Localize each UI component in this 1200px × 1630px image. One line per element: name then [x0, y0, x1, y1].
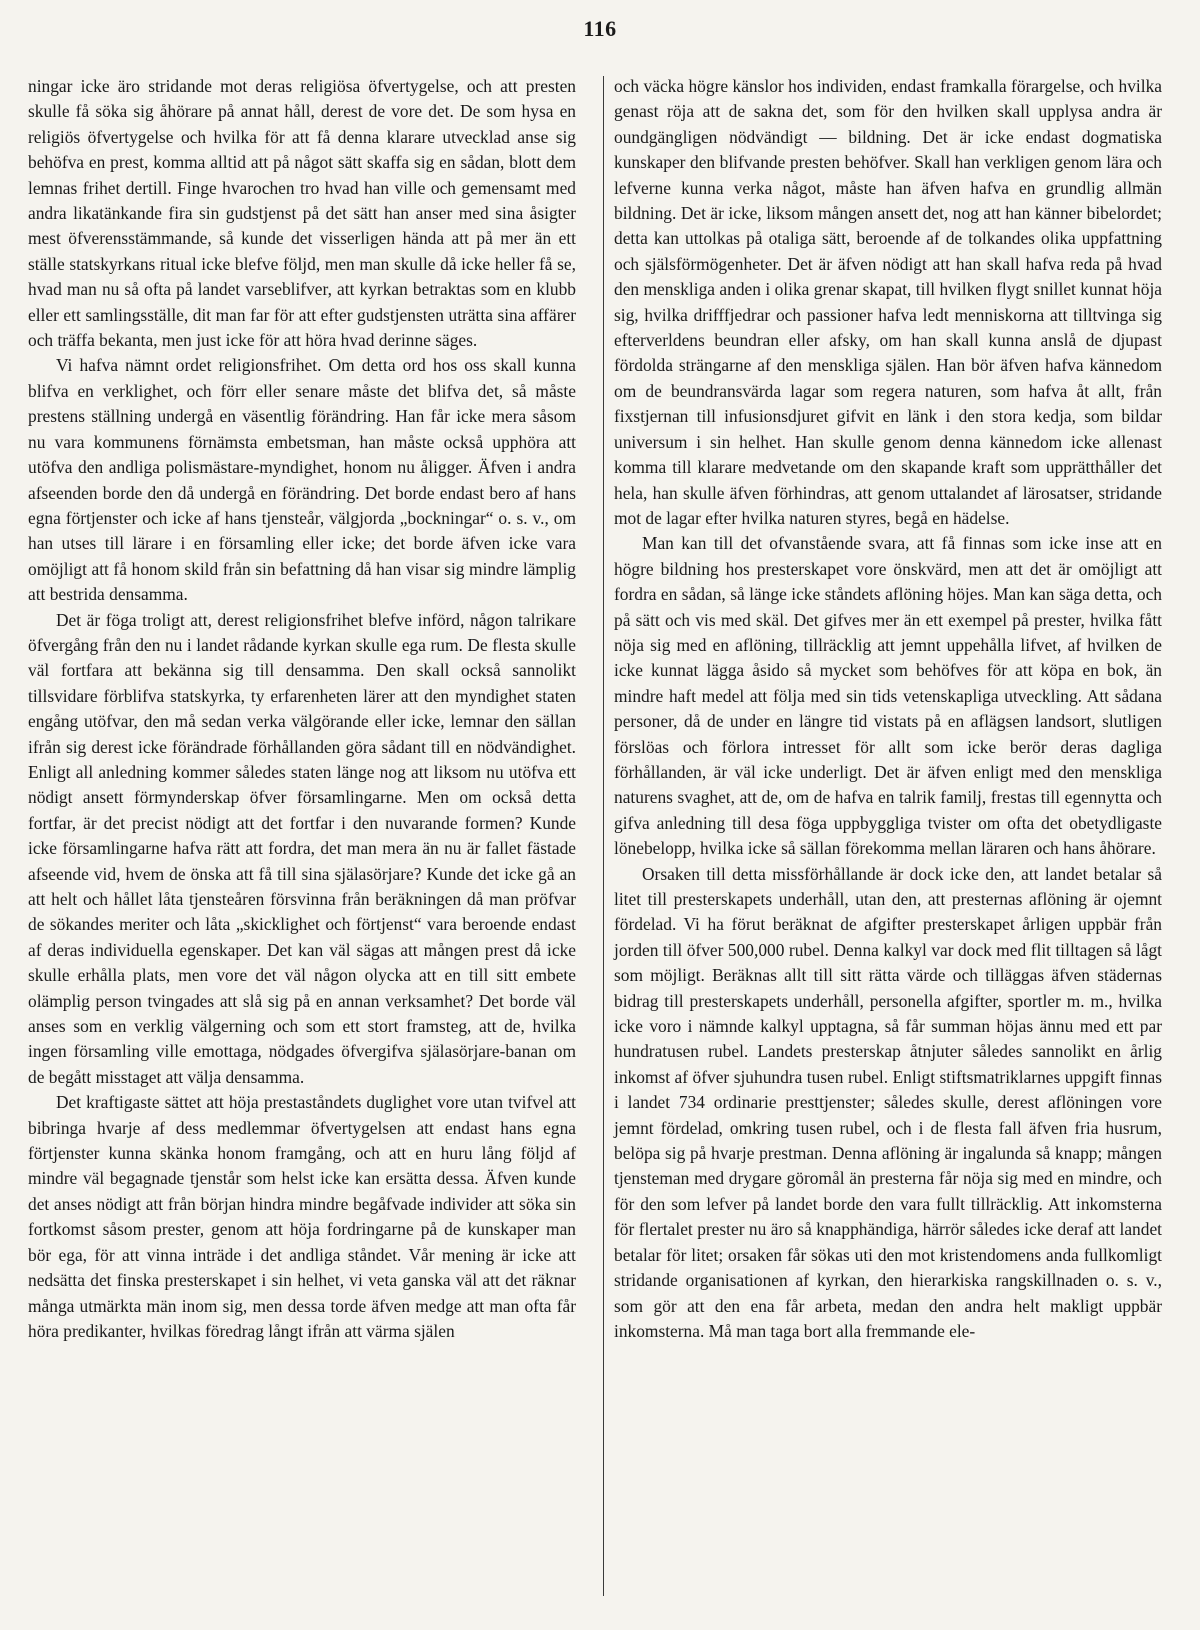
column-divider — [603, 76, 604, 1596]
paragraph: Det kraftigaste sättet att höja prestaståndets duglighet vore utan tvifvel att bibringa hvarje af dess medlemmar öfvertygelsen att endast hans egna förtjenster kunna skänka honom framgång, och att en huru lång följd af mindre väl begagnade tjenstår som helst icke kan ersätta dessa. Äfven kunde det anses nödigt att från början hindra mindre begåfvade individer att söka sin fortkomst såsom prester, genom att höja fordringarne på de kunskaper man bör ega, för att vinna inträde i det andliga ståndet. Vår mening är icke att nedsätta det finska presterskapet i sin helhet, vi veta ganska väl att det räknar många utmärkta män inom sig, men dessa torde äfven medge att man ofta får höra predikanter, hvilkas föredrag långt ifrån att värma själen — [28, 1092, 576, 1341]
left-column — [28, 74, 576, 1344]
paragraph: Det är föga troligt att, derest religionsfrihet blefve införd, någon talrikare öfvergång från den nu i landet rådande kyrkan skulle ega rum. De flesta skulle väl fortfara att bekänna sig till densamma. Den skall också sannolikt tillsvidare förblifva statskyrka, ty erfarenheten lärer att den myndighet staten engång utöfvar, den må sedan verka välgörande eller icke, lemnar den sällan ifrån sig derest icke förändrade förhållanden göra sådant till en nödvändighet. Enligt all anledning kommer således staten länge nog att liksom nu utöfva ett nödigt ansett förmynderskap öfver församlingarne. Men om också detta fortfar, är det precist nödigt att det fortfar i den nuvarande formen? Kunde icke församlingarne hafva rätt att fordra, det man mera än nu är fallet fästade afseende vid, hvem de önska att få till sina själasörjare? Kunde det icke gå an att helt och hållet låta tjensteåren försvinna från beräkningen då man pröfvar de sökandes meriter och låta „skicklighet och förtjenst“ vara beroende endast af deras individuella egenskaper. Det kan väl sägas att mången prest då icke skulle erhålla plats, men vore det väl någon olycka att en till sitt embete olämplig person tvingades att slå sig på en annan verksamhet? Det borde väl anses som en verklig välgerning och som ett stort framsteg, att de, hvilka ingen församling ville emottaga, nödgades öfvergifva själasörjare-banan om de begått misstaget att välja densamma. — [28, 609, 576, 1087]
paragraph: och väcka högre känslor hos individen, endast framkalla förargelse, och hvilka genast röja att de sakna det, som för den hvilken skall upplysa andra är oundgängligen nödvändigt — bildning. Det är icke endast dogmatiska kunskaper den blifvande presten behöfver. Skall han verkligen genom lära och lefverne kunna verka något, måste han äfven hafva en grundlig allmän bildning. Det är icke, liksom mången ansett det, nog att han känner bibelordet; detta kan uttolkas på otaliga sätt, beroende af de tolkandes olika uppfattning och själsförmögenheter. Det är äfven nödigt att han skall hafva reda på hvad den menskliga anden i olika grenar skapat, till hvilken flygt snillet kunnat höja sig, hvilka drifffjedrar och passioner hafva ledt menniskorna att tilltvinga sig efterverldens beundran eller afsky, om han skall kunna anslå de djupast fördolda strängarne af den menskliga själen. Han bör äfven hafva kännedom om de beundransvärda lagar som regera naturen, som hafva åt allt, från fixstjernan till infusionsdjuret gifvit en länk i den stora kedja, som bildar universum i sin helhet. Han skulle genom denna kännedom icke allenast komma till klarare medvetande om den skapande kraft som upprätthåller det hela, han skulle äfven förhindras, att genom uttalandet af lärosatser, stridande mot de lagar efter hvilka naturen styres, begå en hädelse. — [614, 76, 1162, 528]
paragraph: Orsaken till detta missförhållande är dock icke den, att landet betalar så litet till presterskapets underhåll, utan den, att presternas aflöning är ojemnt fördelad. Vi ha förut beräknat de afgifter presterskapet årligen uppbär från jorden till öfver 500,000 rubel. Denna kalkyl var dock med flit tilltagen så lågt som möjligt. Beräknas allt till sitt rätta värde och tilläggas äfven städernas bidrag till presterskapets underhåll, personella afgifter, sportler m. m., hvilka icke voro i nämnde kalkyl upptagna, så får summan höjas ännu med ett par hundratusen rubel. Landets presterskap åtnjuter således sannolikt en årlig inkomst af öfver sjuhundra tusen rubel. Enligt stiftsmatriklarnes uppgift finnas i landet 734 ordinarie presttjenster; således skulle, derest aflöningen vore jemnt fördelad, omkring tusen rubel, och i de flesta fall äfven fria husrum, belöpa sig på hvarje prestman. Denna aflöning är ingalunda så knapp; mången tjensteman med drygare göromål än presterna får nöja sig med en mindre, och för den som lefver på landet borde den vara fullt tillräcklig. Att inkomsterna för flertalet prester nu äro så knapphändiga, härrör således icke deraf att landet betalar för litet; orsaken får sökas uti den mot kristendomens anda fullkomligt stridande organisationen af kyrkan, den hierarkiska rangskillnaden o. s. v., som gör att den ena får arbeta, medan den andra helt makligt uppbär inkomsterna. Må man taga bort alla fremmande ele- — [614, 863, 1162, 1341]
right-column — [614, 74, 1162, 1344]
paragraph: Man kan till det ofvanstående svara, att få finnas som icke inse att en högre bildning hos presterskapet vore önskvärd, men att det är omöjligt att fordra en sådan, så länge icke ståndets aflöning höjes. Man kan säga detta, och på sätt och vis med skäl. Det gifves mer än ett exempel på prester, hvilka fått nöja sig med en aflöning, tillräcklig att jemnt uppehålla lifvet, af hvilken de icke kunnat lägga åsido så mycket som behöfves för att köpa en bok, än mindre haft medel att följa med sin tids vetenskapliga utveckling. Att sådana personer, då de under en längre tid vistats på en aflägsen landsort, slutligen förslöas och förlora intresset för allt som icke berör deras dagliga förhållanden, är väl icke underligt. Det är äfven enligt med den menskliga naturens svaghet, att de, om de hafva en talrik familj, frestas till egennytta och gifva anledning till desa föga uppbyggliga tvister om ofta det obetydligaste lönebelopp, hvilka icke så sällan förekomma mellan läraren och hans åhörare. — [614, 533, 1162, 859]
paragraph: ningar icke äro stridande mot deras religiösa öfvertygelse, och att presten skulle få söka sig åhörare på annat håll, derest de vore det. De som hysa en religiös öfvertygelse och hvilka för att få denna klarare utvecklad anse sig behöfva en prest, komma alltid att på något sätt skaffa sig en sådan, blott dem lemnas frihet dertill. Finge hvarochen tro hvad han ville och gemensamt med andra likatänkande fira sin gudstjenst på det sätt han anser med sina åsigter mest öfverensstämmande, så kunde det visserligen hända att på mer än ett ställe statskyrkans ritual icke blefve följd, men man skulle då icke heller få se, hvad man nu så ofta på landet varseblifver, att kyrkan betraktas som en klubb eller ett samlingsställe, dit man far för att efter gudstjensten uträtta sina affärer och träffa bekanta, men just icke för att höra hvad derinne säges. — [28, 76, 576, 351]
paragraph: Vi hafva nämnt ordet religionsfrihet. Om detta ord hos oss skall kunna blifva en verklighet, och förr eller senare måste det blifva det, så måste prestens ställning undergå en väsentlig förändring. Han får icke mera såsom nu vara kommunens förnämsta embetsman, han måste också upphöra att utöfva den andliga polismästare-myndighet, honom nu åligger. Äfven i andra afseenden borde den då undergå en förändring. Det borde endast bero af hans egna förtjenster och icke af hans tjensteår, välgjorda „bockningar“ o. s. v., om han utses till lärare i en församling eller icke; det borde äfven icke vara omöjligt att få honom skild från sin befattning då han visar sig mindre lämplig att bestrida densamma. — [28, 355, 576, 605]
page-number: 116 — [583, 16, 617, 41]
